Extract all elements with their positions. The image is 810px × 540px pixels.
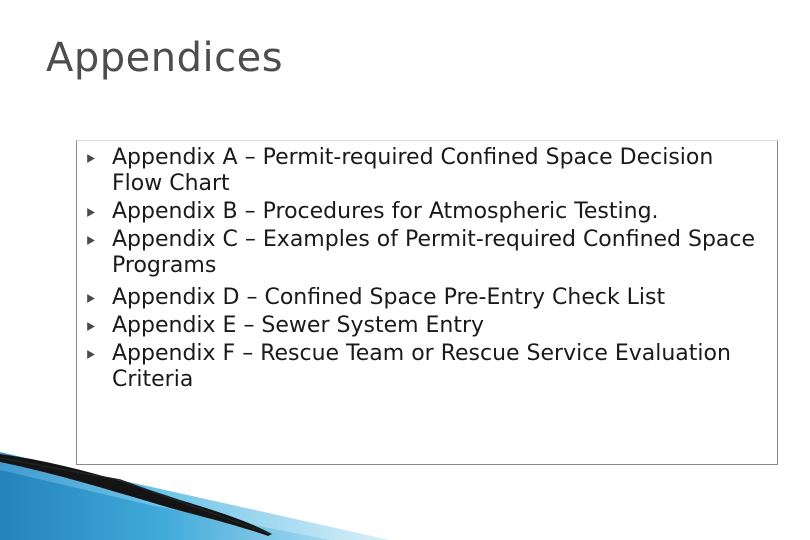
bullet-item-appendix-c bbox=[77, 227, 777, 279]
content-box bbox=[76, 140, 778, 465]
bullet-text: Appendix A – Permit-required Confined Space Decision Flow Chart bbox=[112, 145, 714, 196]
bullet-item-appendix-a bbox=[77, 145, 777, 197]
bullet-list bbox=[77, 145, 777, 395]
bullet-marker-icon bbox=[85, 293, 96, 304]
bullet-text: Appendix C – Examples of Permit-required Confined Space Programs bbox=[112, 227, 756, 278]
bullet-marker-icon bbox=[85, 235, 96, 246]
bullet-text: Appendix B – Procedures for Atmospheric Testing. bbox=[112, 199, 659, 224]
bullet-text: Appendix F – Rescue Team or Rescue Service Evaluation Criteria bbox=[112, 341, 731, 392]
bullet-marker-icon bbox=[85, 207, 96, 218]
bullet-item-appendix-b bbox=[77, 199, 777, 225]
slide-title: Appendices bbox=[46, 35, 284, 81]
bullet-item-appendix-f bbox=[77, 341, 777, 393]
bullet-marker-icon bbox=[85, 349, 96, 360]
bullet-text: Appendix E – Sewer System Entry bbox=[112, 313, 485, 338]
bullet-marker-icon bbox=[85, 153, 96, 164]
bullet-item-appendix-e bbox=[77, 313, 777, 339]
bullet-text: Appendix D – Confined Space Pre-Entry Check List bbox=[112, 285, 666, 310]
bullet-item-appendix-d bbox=[77, 285, 777, 311]
bullet-marker-icon bbox=[85, 321, 96, 332]
decorative-swoosh bbox=[0, 450, 810, 540]
